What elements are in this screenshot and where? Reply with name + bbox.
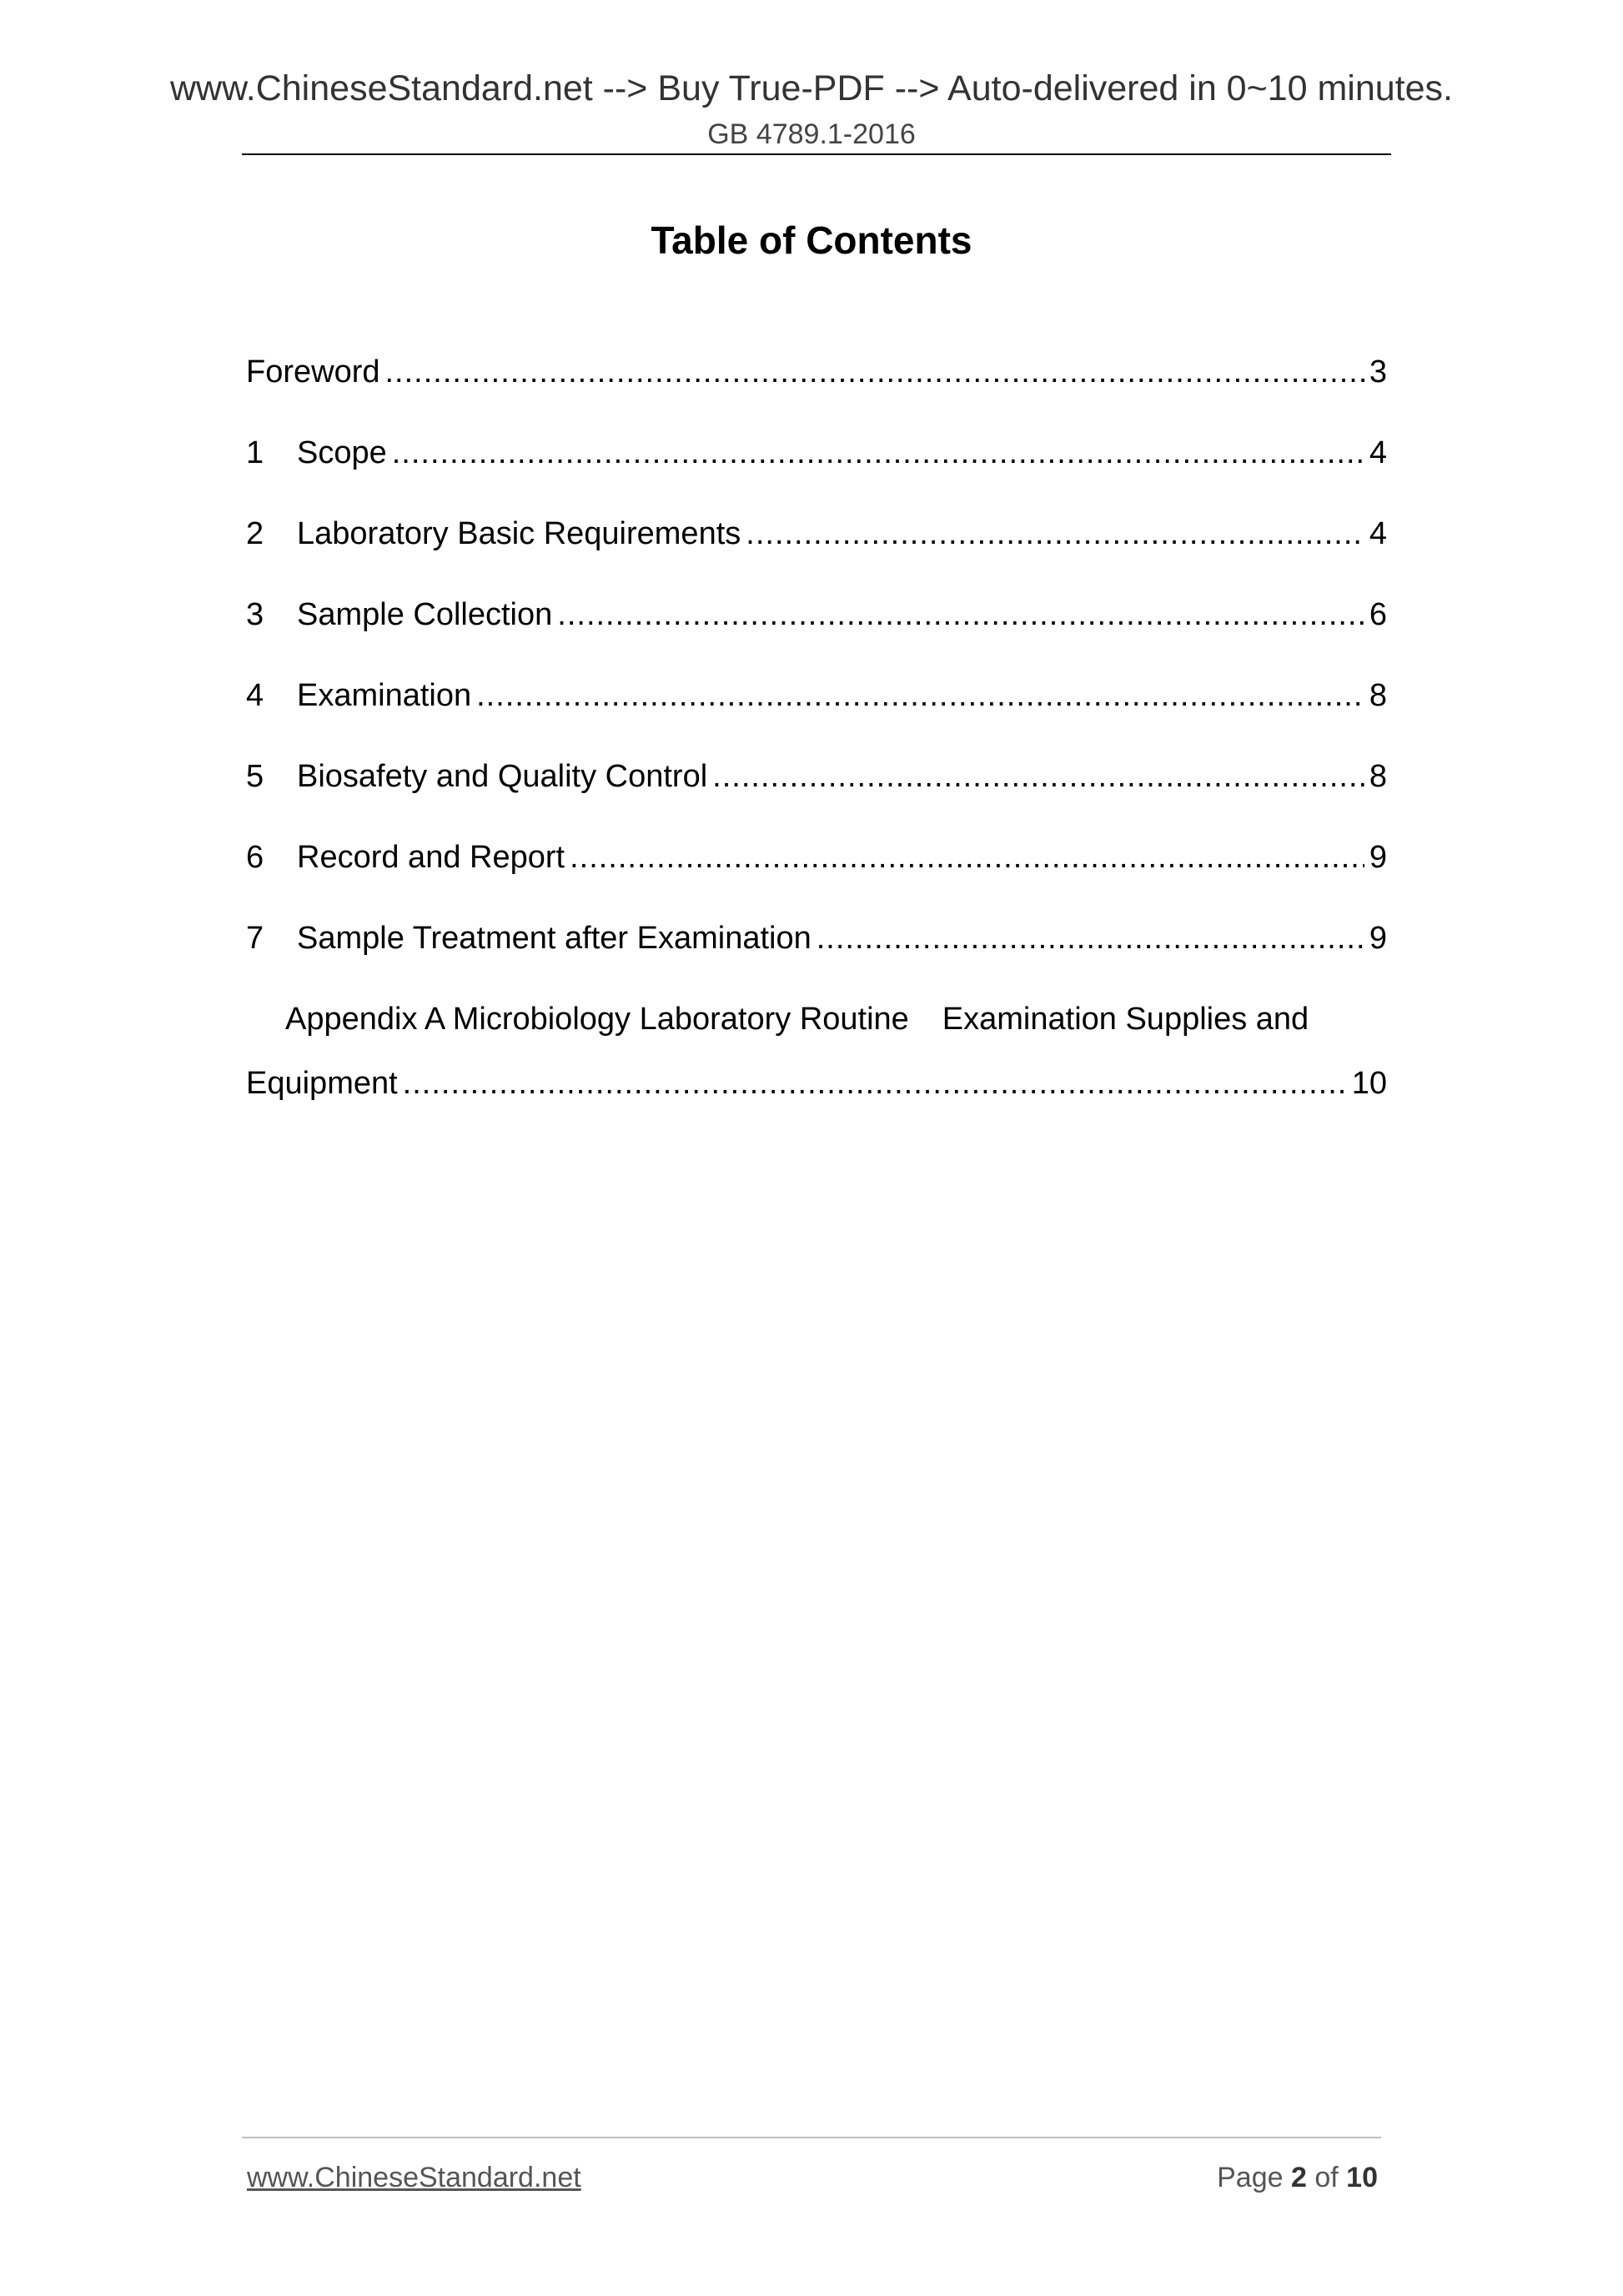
header-banner: www.ChineseStandard.net --> Buy True-PDF --> Auto-delivered in 0~10 minutes. <box>169 68 1453 108</box>
toc-dot-leader <box>385 349 1364 395</box>
toc-entry-appendix-a[interactable] <box>246 996 1387 1107</box>
toc-dot-leader <box>476 672 1364 719</box>
toc-entry-number: 7 <box>246 921 264 956</box>
toc-entry-sample-treatment[interactable] <box>246 915 1387 962</box>
table-of-contents <box>246 349 1387 1141</box>
toc-entry-number: 6 <box>246 840 264 875</box>
appendix-title-part2: Examination Supplies and <box>942 1002 1309 1037</box>
toc-entry-biosafety-and-quality-control[interactable] <box>246 753 1387 800</box>
toc-entry-number: 1 <box>246 435 264 470</box>
page-current: 2 <box>1290 2162 1307 2193</box>
toc-dot-leader <box>817 915 1364 962</box>
toc-dot-leader <box>392 430 1364 476</box>
toc-entry-laboratory-basic-requirements[interactable] <box>246 510 1387 557</box>
toc-entry-page: 9 <box>1369 921 1387 956</box>
appendix-title-line <box>246 996 1387 1042</box>
toc-dot-leader <box>403 1060 1347 1107</box>
toc-entry-label: Record and Report <box>297 840 565 875</box>
toc-entry-scope[interactable] <box>246 430 1387 476</box>
toc-title: Table of Contents <box>651 219 972 262</box>
toc-entry-page: 8 <box>1369 759 1387 794</box>
toc-entry-number: 4 <box>246 678 264 713</box>
page-indicator <box>1084 2160 1378 2195</box>
toc-entry-page: 4 <box>1369 435 1387 470</box>
toc-entry-record-and-report[interactable] <box>246 834 1387 881</box>
toc-entry-label: Sample Treatment after Examination <box>297 921 812 956</box>
toc-entry-foreword[interactable] <box>246 349 1387 395</box>
toc-entry-examination[interactable] <box>246 672 1387 719</box>
document-code: GB 4789.1-2016 <box>707 118 916 150</box>
toc-dot-leader <box>557 591 1364 638</box>
toc-entry-sample-collection[interactable] <box>246 591 1387 638</box>
toc-entry-page: 9 <box>1369 840 1387 875</box>
toc-entry-page: 6 <box>1369 597 1387 632</box>
footer-website-link[interactable]: www.ChineseStandard.net <box>247 2162 581 2193</box>
toc-entry-label: Biosafety and Quality Control <box>297 759 708 794</box>
toc-entry-page: 8 <box>1369 678 1387 713</box>
header-divider <box>242 153 1391 155</box>
toc-entry-label: Foreword <box>246 354 380 389</box>
toc-entry-label: Sample Collection <box>297 597 553 632</box>
appendix-title-part1: Appendix A Microbiology Laboratory Routine <box>285 1002 909 1037</box>
toc-entry-page: 10 <box>1351 1066 1387 1101</box>
toc-entry-number: 5 <box>246 759 264 794</box>
toc-dot-leader <box>712 753 1364 800</box>
page-total: 10 <box>1346 2162 1378 2193</box>
footer-divider <box>242 2137 1381 2138</box>
toc-entry-label: Laboratory Basic Requirements <box>297 516 741 551</box>
toc-entry-page: 3 <box>1369 354 1387 389</box>
toc-entry-label: Examination <box>297 678 472 713</box>
toc-entry-number: 3 <box>246 597 264 632</box>
toc-entry-label: Scope <box>297 435 387 470</box>
page-prefix: Page <box>1217 2162 1284 2193</box>
toc-dot-leader <box>746 510 1364 557</box>
toc-entry-page: 4 <box>1369 516 1387 551</box>
toc-entry-number: 2 <box>246 516 264 551</box>
toc-entry-label: Equipment <box>246 1066 398 1101</box>
page-of: of <box>1314 2162 1339 2193</box>
toc-dot-leader <box>570 834 1364 881</box>
appendix-continuation-line <box>246 1060 1387 1107</box>
